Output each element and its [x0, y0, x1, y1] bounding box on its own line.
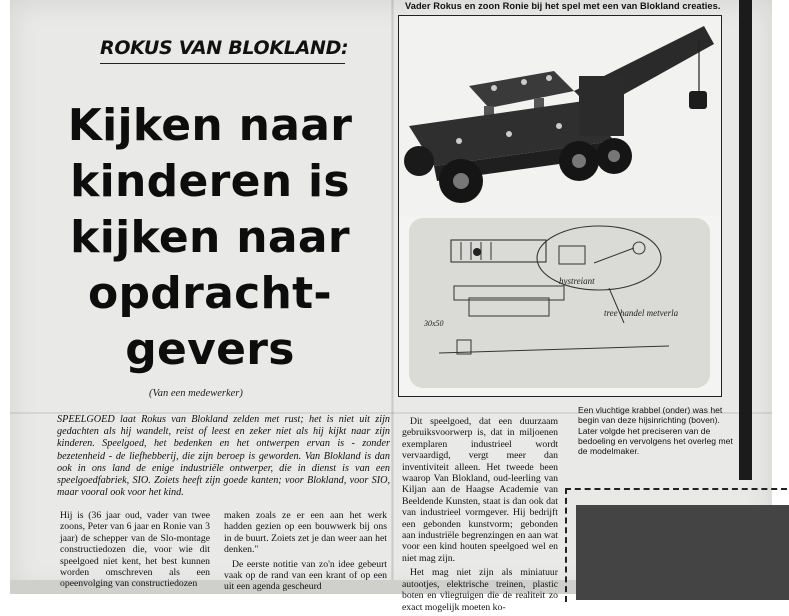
- body-column-2: [224, 510, 387, 596]
- column-rule-bar: [739, 0, 752, 480]
- body-paragraph: Hij is (36 jaar oud, vader van twee zoons, Peter van 6 jaar en Ronie van 3 jaar) de schepper van de Slo-montage constructiedozen die, voor wie dit speelgoed niet kent, het best kunnen worden omschreven als een opeenvolging van constructiedozen: [60, 510, 210, 590]
- sketch-area: [409, 218, 710, 388]
- sketch-note-2: tree handel metverla: [604, 308, 679, 318]
- sketch-caption: Een vluchtige krabbel (onder) was het begin van deze hijsinrichting (boven). Later volgde het preciseren van de bedoeling en vervolgens het overleg met de modelmaker.: [578, 405, 733, 457]
- byline: (Van een medewerker): [149, 388, 243, 399]
- kicker-title: ROKUS VAN BLOKLAND:: [100, 37, 349, 59]
- body-column-1: [60, 510, 210, 593]
- photo-caption: Vader Rokus en zoon Ronie bij het spel met een van Blokland creaties.: [405, 1, 721, 11]
- sketch-note-3: 30x50: [424, 319, 444, 328]
- body-column-3: [402, 416, 558, 616]
- crane-sketch: [409, 218, 710, 388]
- body-paragraph: De eerste notitie van zo'n idee gebeurt vaak op de rand van een krant of op een uit een agenda gescheurd: [224, 558, 387, 593]
- sketch-note-1: hystreiant: [559, 276, 595, 286]
- lead-paragraph: SPEELGOED laat Rokus van Blokland zelden met rust; het is niet uit zijn gedachten als hij wandelt, reist of leest en zeker niet als hij kijkt naar zijn kinderen. Speelgoed, het bedenken en het ontwerpen ervan is - zonder bezetenheid - de liefhebberij, die zijn beroep is geworden. Van Blokland is dan ook in ons land de enige industriële ontwerper, die in dienst is van een speelgoedfabriek, SIO. Zoiets heeft zijn goede kanten; voor Blokland, voor SIO, maar vooral ook voor het kind.: [57, 414, 390, 499]
- body-paragraph: maken zoals ze er een aan het werk hadden gezien op een bouwwerk bij ons in de buurt. Zoiets zet je dan weer aan het denken.": [224, 510, 387, 556]
- body-paragraph: Het mag niet zijn als miniatuur autootjes, elektrische treinen, plastic boten en vliegtuigen die de realiteit zo exact mogelijk moeten ko-: [402, 567, 558, 613]
- adjacent-article-photo: [576, 505, 789, 600]
- fold-line-vertical: [391, 0, 394, 592]
- body-paragraph: Dit speelgoed, dat een duurzaam gebruiksvoorwerp is, dat in miljoenen exemplaren industrieel wordt vervaardigd, vergt meer dan inventiviteit alleen. Het tweede been waarop Van Blokland, oud-leerling van Kiljan aan de Haagse Academie van Beeldende Kunsten, staat is dan ook dat van industrieel vormgever. Hij bedrijft een gebonden kunstvorm; gebonden aan industriële begrenzingen en aan wat voor een kind houten speelgoed wel en niet mag zijn.: [402, 416, 558, 564]
- headline: Kijken naar kinderen is kijken naar opdracht-gevers: [67, 100, 353, 375]
- kicker-underline: [100, 63, 345, 64]
